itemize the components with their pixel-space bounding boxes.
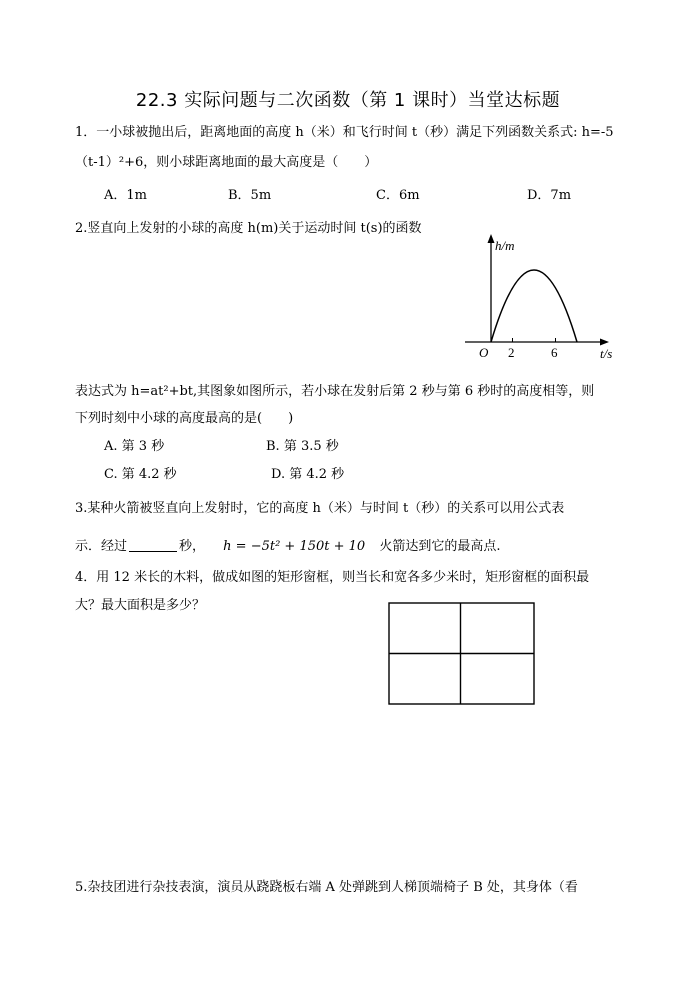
q3-prefix: 示．经过 — [75, 539, 128, 554]
q3-unit: 秒， — [179, 539, 206, 554]
q2-line-3: 下列时刻中小球的高度最高的是( ) — [75, 411, 294, 426]
q1-option-c: C．6m — [376, 188, 420, 203]
q3-line-1: 3.某种火箭被竖直向上发射时，它的高度 h（米）与时间 t（秒）的关系可以用公式表 — [75, 501, 565, 516]
q2-parabola-graph — [455, 232, 625, 362]
y-axis-label: h/m — [495, 238, 515, 253]
q1-option-b: B．5m — [228, 188, 272, 203]
page-title: 22.3 实际问题与二次函数（第 1 课时）当堂达标题 — [135, 90, 561, 111]
q3-answer-blank[interactable] — [129, 537, 177, 552]
tick-label-6: 6 — [551, 345, 558, 360]
q2-option-d: D. 第 4.2 秒 — [271, 467, 345, 482]
q2-line-2: 表达式为 h=at²+bt,其图象如图所示，若小球在发射后第 2 秒与第 6 秒时的高度相等，则 — [75, 384, 595, 399]
q2-option-c: C. 第 4.2 秒 — [104, 467, 177, 482]
q3-suffix: 火箭达到它的最高点. — [379, 539, 501, 554]
q1-line-2: （t-1）²+6，则小球距离地面的最大高度是（ ） — [75, 155, 378, 170]
q3-line-2 — [75, 537, 500, 556]
origin-label: O — [479, 345, 489, 360]
q4-line-1: 4．用 12 米长的木料，做成如图的矩形窗框，则当长和宽各多少米时，矩形窗框的面积最 — [75, 570, 590, 585]
parabola-curve — [491, 270, 577, 342]
q2-line-1: 2.竖直向上发射的小球的高度 h(m)关于运动时间 t(s)的函数 — [75, 221, 422, 236]
q4-line-2: 大？最大面积是多少？ — [75, 598, 206, 613]
q1-option-a: A．1m — [104, 188, 147, 203]
q3-formula: h = −5t² + 150t + 10 — [223, 539, 366, 554]
q1-option-d: D．7m — [527, 188, 572, 203]
q4-window-frame-figure — [388, 602, 536, 706]
tick-label-2: 2 — [508, 345, 515, 360]
q1-line-1: 1．一小球被抛出后，距离地面的高度 h（米）和飞行时间 t（秒）满足下列函数关系式: h=-5 — [75, 125, 614, 140]
q2-option-a: A. 第 3 秒 — [104, 439, 165, 454]
q5-line-1: 5.杂技团进行杂技表演，演员从跷跷板右端 A 处弹跳到人梯顶端椅子 B 处，其身体（看 — [75, 880, 578, 895]
q2-option-b: B. 第 3.5 秒 — [266, 439, 339, 454]
x-axis-label: t/s — [600, 346, 613, 361]
